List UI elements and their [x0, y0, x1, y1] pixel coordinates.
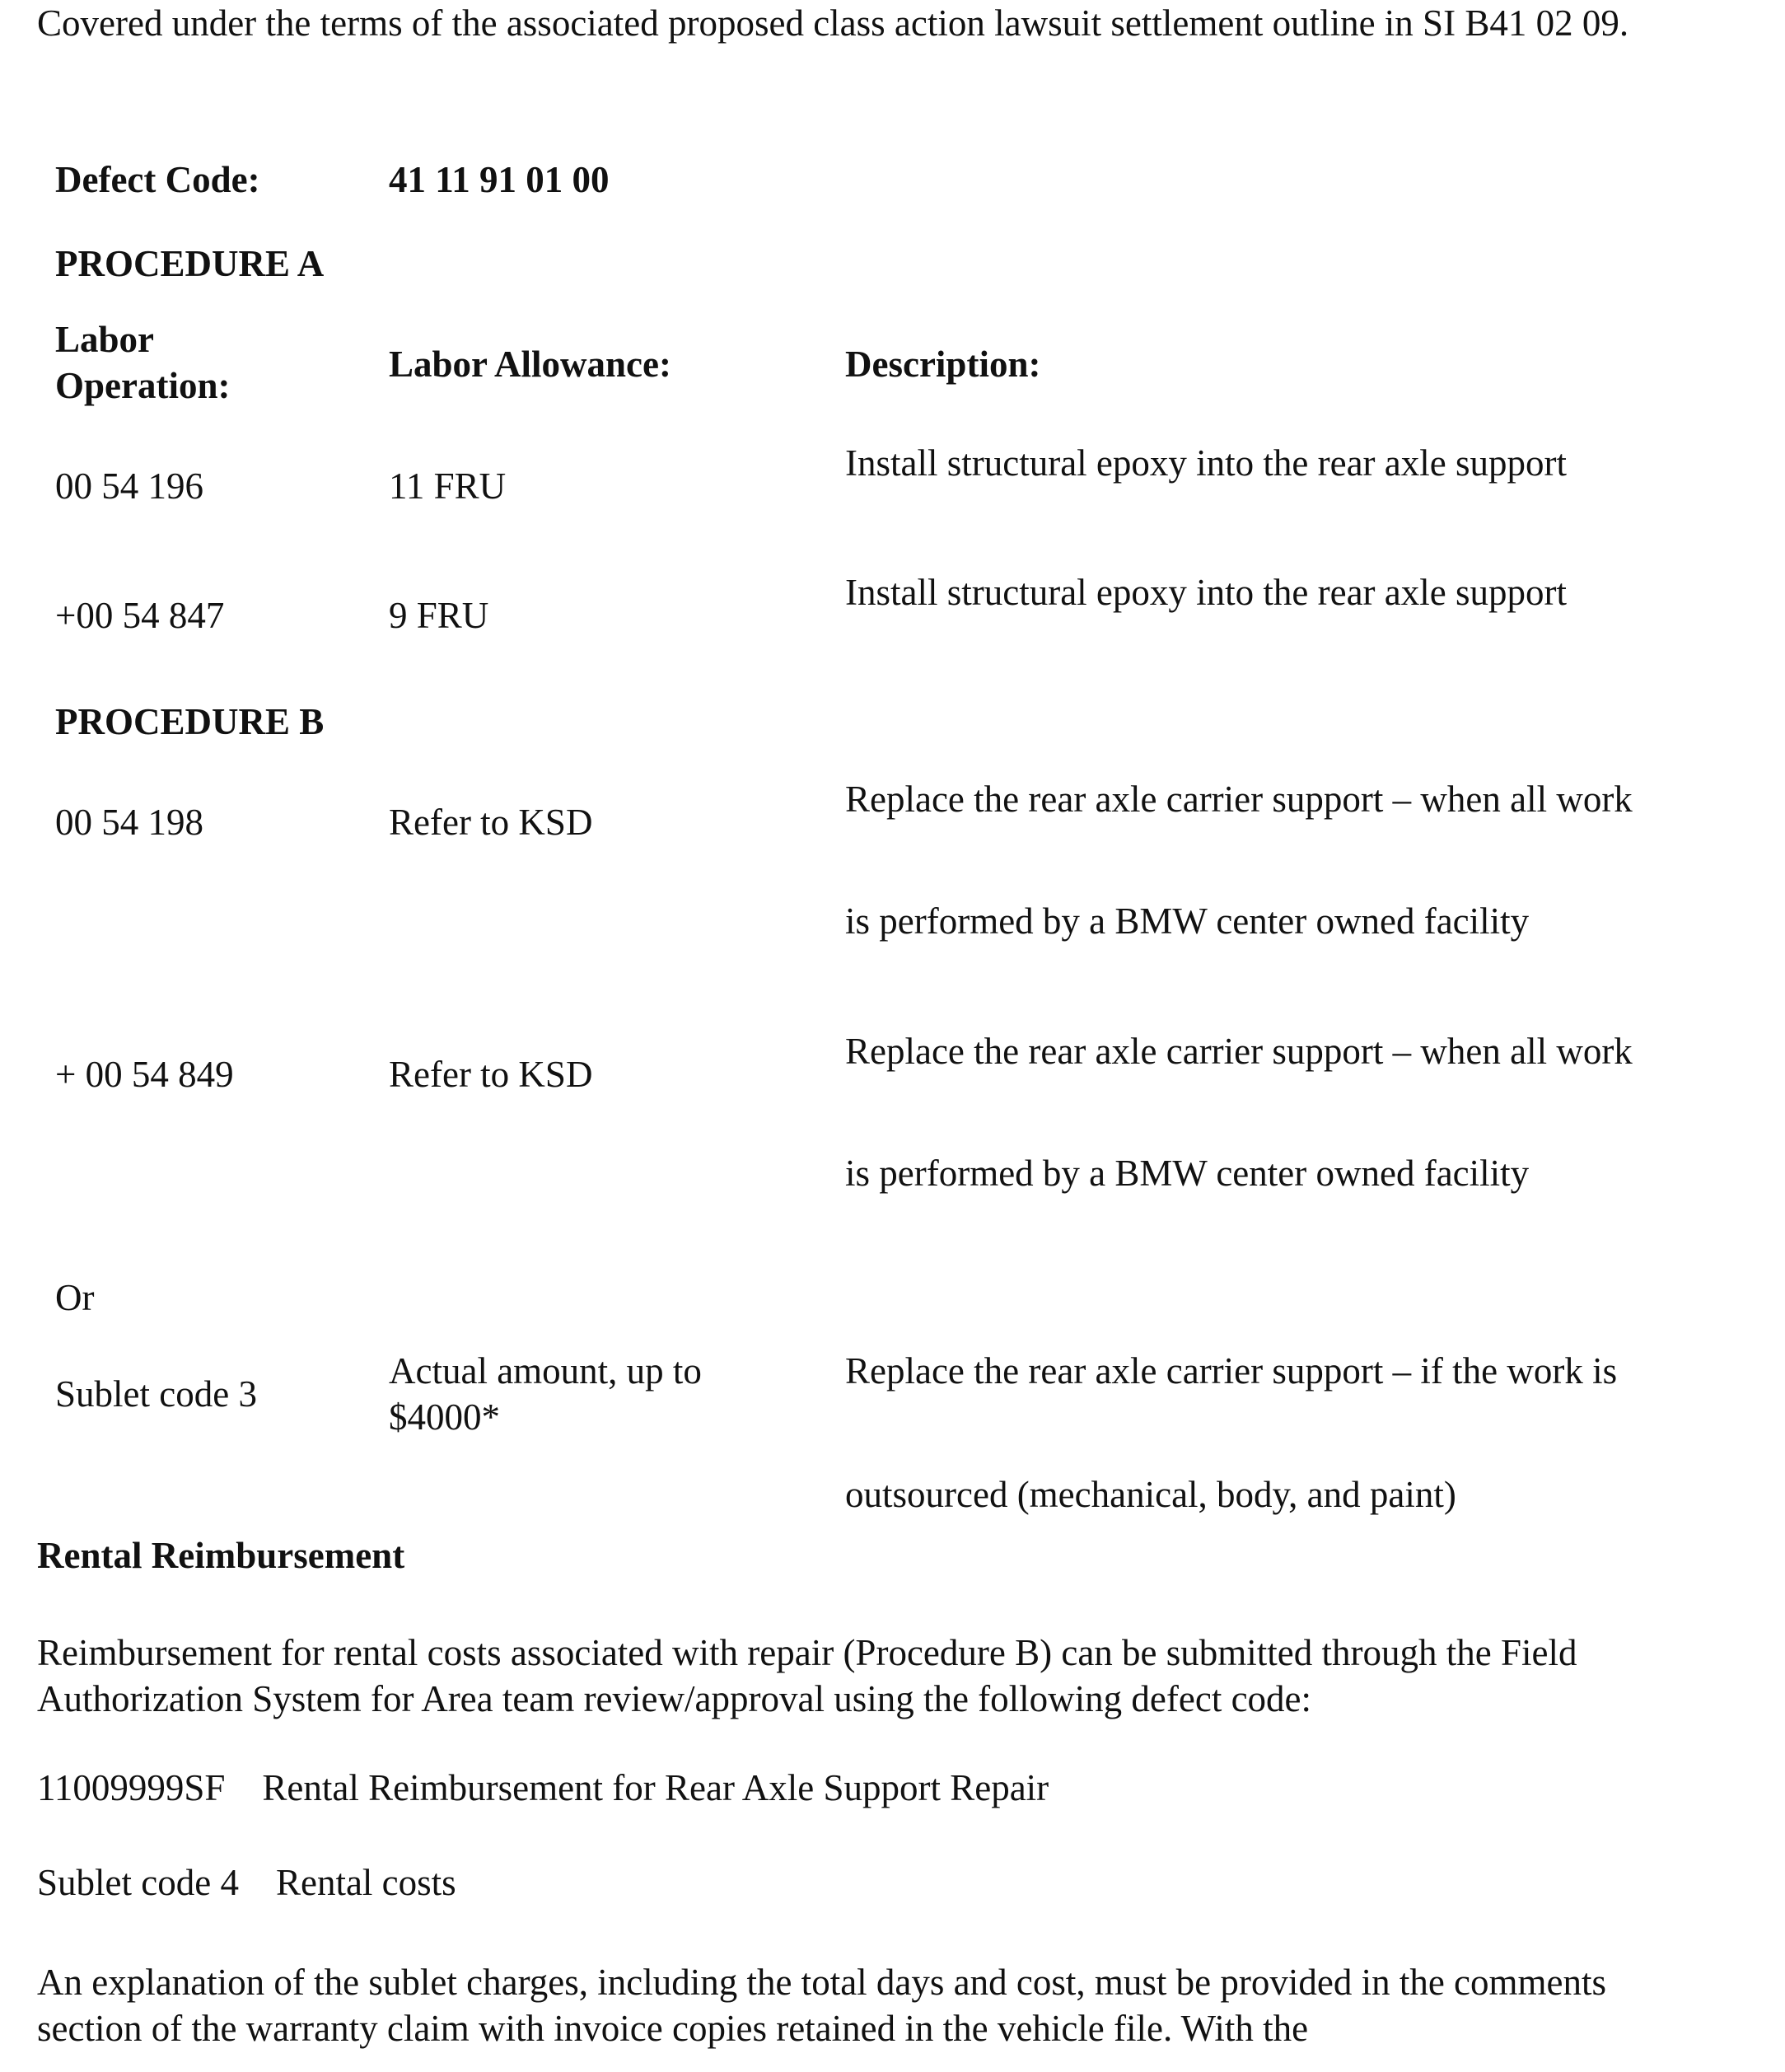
- rental-heading: Rental Reimbursement: [37, 1535, 405, 1576]
- procedure-a-heading: PROCEDURE A: [55, 243, 325, 284]
- proc-a-row-1-operation: 00 54 196: [55, 465, 203, 507]
- proc-a-row-2-operation: +00 54 847: [55, 595, 225, 636]
- header-labor-operation: Labor Operation:: [55, 319, 231, 406]
- sublet-description-cont: outsourced (mechanical, body, and paint): [845, 1474, 1456, 1515]
- rental-paragraph: Reimbursement for rental costs associated with repair (Procedure B) can be submitted through the Field Authorization System for Area team review/approval using the following defect code:: [37, 1632, 1577, 1719]
- intro-paragraph: Covered under the terms of the associated proposed class action lawsuit settlement outline in SI B41 02 09.: [37, 2, 1629, 44]
- sublet-description: Replace the rear axle carrier support – if the work is: [845, 1350, 1618, 1391]
- proc-b-row-2-description-cont: is performed by a BMW center owned facility: [845, 1153, 1530, 1194]
- proc-a-row-2-description: Install structural epoxy into the rear axle support: [845, 572, 1567, 613]
- sublet-allowance: Actual amount, up to $4000*: [389, 1350, 702, 1438]
- rental-explanation: An explanation of the sublet charges, including the total days and cost, must be provided in the comments section of the warranty claim with invoice copies retained in the vehicle file. With the: [37, 1962, 1607, 2049]
- sublet-operation: Sublet code 3: [55, 1373, 257, 1415]
- proc-b-row-1-allowance: Refer to KSD: [389, 802, 593, 843]
- defect-code-value: 41 11 91 01 00: [389, 159, 610, 200]
- proc-a-row-1-description: Install structural epoxy into the rear axle support: [845, 442, 1567, 484]
- defect-code-label: Defect Code:: [55, 159, 260, 200]
- procedure-b-heading: PROCEDURE B: [55, 701, 325, 742]
- header-labor-allowance: Labor Allowance:: [389, 344, 671, 385]
- proc-b-row-2-description: Replace the rear axle carrier support – when all work: [845, 1031, 1633, 1072]
- proc-b-row-2-operation: + 00 54 849: [55, 1054, 234, 1095]
- proc-b-row-1-operation: 00 54 198: [55, 802, 203, 843]
- proc-a-row-2-allowance: 9 FRU: [389, 595, 489, 636]
- rental-sublet-line: Sublet code 4 Rental costs: [37, 1862, 456, 1903]
- proc-b-row-2-allowance: Refer to KSD: [389, 1054, 593, 1095]
- header-description: Description:: [845, 344, 1041, 385]
- rental-defect-line: 11009999SF Rental Reimbursement for Rear Axle Support Repair: [37, 1767, 1049, 1808]
- or-label: Or: [55, 1277, 95, 1318]
- proc-b-row-1-description-cont: is performed by a BMW center owned facility: [845, 900, 1530, 942]
- proc-a-row-1-allowance: 11 FRU: [389, 465, 507, 507]
- proc-b-row-1-description: Replace the rear axle carrier support – when all work: [845, 779, 1633, 820]
